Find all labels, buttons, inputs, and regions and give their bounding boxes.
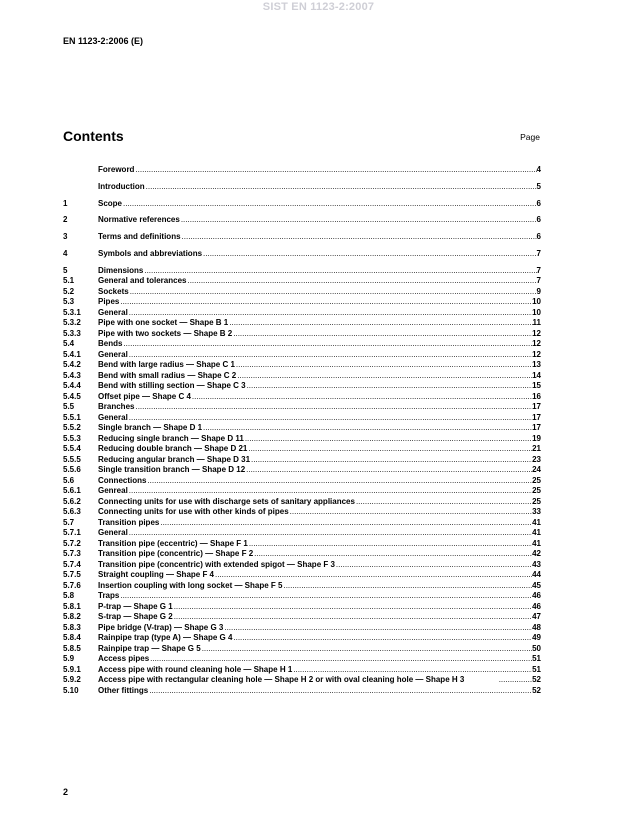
toc-entry[interactable] [63,686,541,697]
toc-entry-title: Connecting units for use with other kinds of pipes [98,507,289,517]
toc-entry-page: 24 [532,465,541,475]
toc-entry-title: Dimensions [98,265,144,275]
toc-entry-number: 5.4.4 [63,381,81,391]
toc-entry-title: Connections [98,475,147,485]
toc-entry-page: 51 [532,654,541,664]
toc-entry-title-wrap [98,350,532,361]
toc-entry-title: Pipes [98,297,120,307]
toc-entry-title: Other fittings [98,685,149,695]
toc-dot-leader [499,675,532,686]
toc-entry[interactable] [63,465,541,476]
toc-entry-page: 25 [532,475,541,485]
toc-entry-title-wrap [98,539,532,550]
toc-entry-title-wrap [98,528,532,539]
toc-dot-leader [233,633,532,644]
toc-entry-number: 5.7.1 [63,528,81,538]
toc-entry-title-wrap [98,560,532,571]
toc-dot-leader [215,570,532,581]
toc-entry[interactable] [63,497,541,508]
toc-entry-page: 9 [536,286,541,296]
toc-entry-page: 17 [532,402,541,412]
toc-dot-leader [174,602,532,613]
toc-entry[interactable] [63,266,541,277]
toc-dot-leader [181,215,537,226]
toc-entry-title-wrap [98,675,532,686]
toc-entry-page: 23 [532,454,541,464]
contents-heading: Contents [63,128,124,144]
toc-dot-leader [247,381,533,392]
toc-entry-title-wrap [98,486,532,497]
toc-entry-page: 14 [532,370,541,380]
toc-entry-number: 5.2 [63,286,75,296]
toc-dot-leader [336,560,532,571]
toc-entry[interactable] [63,581,541,592]
toc-entry-number: 4 [63,248,68,258]
toc-entry-page: 5 [536,181,541,191]
toc-entry-number: 5.6.2 [63,496,81,506]
toc-entry-page: 44 [532,570,541,580]
toc-entry-page: 41 [532,538,541,548]
toc-entry[interactable] [63,165,541,176]
toc-entry[interactable] [63,232,541,243]
toc-entry[interactable] [63,182,541,193]
toc-entry[interactable] [63,215,541,226]
toc-entry-title: Access pipe with rectangular cleaning hole — Shape H 2 or with oval cleaning hole — Shape H 3 [98,675,465,685]
toc-entry-title-wrap [98,249,537,260]
toc-entry[interactable] [63,486,541,497]
toc-entry-number: 5.8.5 [63,643,81,653]
toc-dot-leader [129,308,532,319]
toc-dot-leader [237,371,532,382]
toc-entry-title: Rainpipe trap — Shape G 5 [98,643,201,653]
toc-entry[interactable] [63,654,541,665]
toc-entry[interactable] [63,623,541,634]
toc-entry-title-wrap [98,329,532,340]
toc-entry-title-wrap [98,318,533,329]
toc-dot-leader [202,644,532,655]
toc-entry-title: Scope [98,198,123,208]
toc-entry-page: 52 [532,675,541,685]
toc-entry-title-wrap [98,392,532,403]
toc-entry-number: 5.7.6 [63,580,81,590]
toc-entry[interactable] [63,644,541,655]
toc-entry-number: 5.5.6 [63,465,81,475]
toc-entry-number: 2 [63,215,68,225]
toc-entry-title: Foreword [98,165,135,174]
toc-entry-number: 5.5.1 [63,412,81,422]
toc-entry-title: Reducing angular branch — Shape D 31 [98,454,251,464]
toc-entry-title-wrap [98,308,532,319]
toc-entry-title: Symbols and abbreviations [98,248,203,258]
toc-entry[interactable] [63,392,541,403]
toc-entry-title: Branches [98,402,135,412]
toc-entry[interactable] [63,287,541,298]
toc-entry[interactable] [63,518,541,529]
toc-entry-title-wrap [98,455,532,466]
toc-entry[interactable] [63,528,541,539]
toc-entry-number: 5.4 [63,339,75,349]
page-column-label: Page [520,132,540,142]
toc-entry-number: 5.8.4 [63,633,81,643]
toc-entry-title: General and tolerances [98,276,187,286]
toc-entry[interactable] [63,318,541,329]
toc-entry-title-wrap [98,423,532,434]
toc-entry-title: Access pipes [98,654,150,664]
toc-entry[interactable] [63,371,541,382]
toc-entry-title: Transition pipe (concentric) — Shape F 2 [98,549,254,559]
toc-entry-page: 46 [532,591,541,601]
toc-entry-page: 52 [532,685,541,695]
toc-entry-title-wrap [98,215,537,226]
toc-entry[interactable] [63,381,541,392]
toc-dot-leader [224,623,532,634]
toc-dot-leader [229,318,532,329]
page-number: 2 [63,787,69,797]
toc-entry-number: 5.3.2 [63,318,81,328]
toc-entry[interactable] [63,413,541,424]
toc-entry-page: 46 [532,601,541,611]
toc-entry-title-wrap [98,381,532,392]
toc-entry[interactable] [63,591,541,602]
toc-entry-number: 5.4.1 [63,349,81,359]
toc-entry[interactable] [63,360,541,371]
toc-entry[interactable] [63,350,541,361]
toc-entry-title-wrap [98,602,532,613]
toc-entry-title-wrap [98,444,532,455]
toc-entry-number: 5.5.5 [63,454,81,464]
toc-entry-page: 7 [536,265,541,275]
toc-entry-page: 47 [532,612,541,622]
toc-entry-page: 51 [532,664,541,674]
toc-dot-leader [249,539,532,550]
toc-dot-leader [174,612,532,623]
toc-entry-page: 17 [532,412,541,422]
toc-entry[interactable] [63,612,541,623]
toc-entry-title: S-trap — Shape G 2 [98,612,173,622]
toc-dot-leader [123,199,537,210]
toc-dot-leader [283,581,532,592]
toc-entry-number: 5.7.2 [63,538,81,548]
toc-entry-title: Terms and definitions [98,232,181,242]
toc-entry-number: 5.6.3 [63,507,81,517]
toc-entry-title-wrap [98,507,532,518]
toc-entry-title: Transition pipe (eccentric) — Shape F 1 [98,538,248,548]
toc-entry[interactable] [63,276,541,287]
toc-entry-page: 7 [536,276,541,286]
toc-entry[interactable] [63,549,541,560]
toc-dot-leader [120,297,532,308]
toc-dot-leader [130,287,537,298]
toc-entry[interactable] [63,570,541,581]
toc-entry-page: 12 [532,328,541,338]
toc-entry-title-wrap [98,665,532,676]
toc-entry-page: 10 [532,307,541,317]
toc-entry-number: 5.7.3 [63,549,81,559]
toc-entry[interactable] [63,444,541,455]
toc-entry-title: Pipe with two sockets — Shape B 2 [98,328,233,338]
toc-entry-page: 16 [532,391,541,401]
toc-entry-number: 5.5.2 [63,423,81,433]
toc-entry-title: Offset pipe — Shape C 4 [98,391,191,401]
toc-entry[interactable] [63,423,541,434]
toc-entry-number: 3 [63,232,68,242]
toc-entry-title-wrap [98,402,532,413]
toc-dot-leader [123,339,532,350]
toc-dot-leader [254,549,532,560]
toc-entry[interactable] [63,633,541,644]
toc-entry-title-wrap [98,633,532,644]
toc-dot-leader [356,497,532,508]
toc-entry-title: Reducing single branch — Shape D 11 [98,433,244,443]
toc-dot-leader [290,507,532,518]
toc-entry-number: 5.4.5 [63,391,81,401]
toc-entry-title-wrap [98,623,532,634]
toc-dot-leader [129,413,532,424]
toc-entry-page: 6 [536,198,541,208]
toc-entry-number: 5.8.3 [63,622,81,632]
toc-entry-title: P-trap — Shape G 1 [98,601,173,611]
toc-dot-leader [144,266,536,277]
toc-entry-title-wrap [98,465,532,476]
toc-entry-title: Single transition branch — Shape D 12 [98,465,246,475]
toc-entry-title-wrap [98,476,532,487]
toc-entry-title-wrap [98,339,532,350]
toc-entry-title: Access pipe with round cleaning hole — Shape H 1 [98,664,293,674]
toc-entry-title: Reducing double branch — Shape D 21 [98,444,248,454]
toc-entry-title: Normative references [98,215,180,225]
toc-entry-page: 4 [536,165,541,174]
toc-entry-number: 5.3.1 [63,307,81,317]
toc-dot-leader [182,232,537,243]
toc-entry-title-wrap [98,276,537,287]
toc-dot-leader [135,165,536,176]
toc-entry[interactable] [63,507,541,518]
toc-entry-title: General [98,307,128,317]
toc-entry-title-wrap [98,371,532,382]
toc-entry-title-wrap [98,232,537,243]
toc-entry-number: 5.8 [63,591,75,601]
toc-entry-title-wrap [98,165,537,176]
toc-entry-title-wrap [98,591,532,602]
toc-entry-title: Transition pipes [98,517,160,527]
toc-entry[interactable] [63,560,541,571]
toc-entry[interactable] [63,434,541,445]
table-of-contents [63,165,541,696]
toc-dot-leader [236,360,532,371]
toc-entry-title: Bend with large radius — Shape C 1 [98,360,235,370]
toc-entry-number: 5.5.3 [63,433,81,443]
toc-entry-number: 5.7.4 [63,559,81,569]
toc-entry-title: Transition pipe (concentric) with extended spigot — Shape F 3 [98,559,335,569]
toc-entry[interactable] [63,339,541,350]
toc-dot-leader [147,476,532,487]
toc-dot-leader [135,402,532,413]
toc-entry-number: 5.6.1 [63,486,81,496]
toc-entry-page: 7 [536,248,541,258]
toc-entry-page: 12 [532,339,541,349]
toc-dot-leader [129,528,532,539]
toc-entry-number: 5.1 [63,276,75,286]
toc-entry-number: 5.5.4 [63,444,81,454]
toc-entry-title: Genreal [98,486,128,496]
toc-entry-page: 6 [536,232,541,242]
toc-entry-number: 5.10 [63,685,79,695]
toc-entry-page: 21 [532,444,541,454]
toc-entry-number: 5.4.2 [63,360,81,370]
toc-dot-leader [120,591,532,602]
toc-entry-number: 5.5 [63,402,75,412]
toc-entry-page: 41 [532,528,541,538]
toc-entry-title: Connecting units for use with discharge sets of sanitary appliances [98,496,355,506]
toc-entry[interactable] [63,249,541,260]
toc-entry-number: 5.8.2 [63,612,81,622]
toc-entry-number: 5.3.3 [63,328,81,338]
toc-entry-page: 11 [532,318,541,328]
toc-entry[interactable] [63,602,541,613]
toc-entry-title-wrap [98,182,537,193]
toc-entry[interactable] [63,402,541,413]
toc-entry-title-wrap [98,360,532,371]
toc-dot-leader [149,686,532,697]
toc-entry-title: Insertion coupling with long socket — Shape F 5 [98,580,283,590]
toc-entry-page: 13 [532,360,541,370]
toc-dot-leader [129,486,532,497]
toc-entry-title: General [98,349,128,359]
toc-entry-page: 10 [532,297,541,307]
toc-entry-title-wrap [98,199,537,210]
toc-entry-page: 33 [532,507,541,517]
toc-entry-title-wrap [98,413,532,424]
toc-entry-title-wrap [98,266,537,277]
toc-entry[interactable] [63,476,541,487]
toc-entry-number: 5.6 [63,475,75,485]
toc-entry-title: Pipe bridge (V-trap) — Shape G 3 [98,622,224,632]
toc-entry[interactable] [63,329,541,340]
toc-entry-title-wrap [98,549,532,560]
toc-dot-leader [251,455,532,466]
toc-entry-title-wrap [98,434,532,445]
toc-entry-number: 5.3 [63,297,75,307]
toc-entry-number: 5.8.1 [63,601,81,611]
toc-entry-title: Bend with stilling section — Shape C 3 [98,381,246,391]
toc-dot-leader [233,329,532,340]
toc-entry-number: 5.4.3 [63,370,81,380]
toc-entry-number: 5.9 [63,654,75,664]
toc-entry-title-wrap [98,287,537,298]
toc-entry-page: 15 [532,381,541,391]
toc-entry-title: Sockets [98,286,129,296]
toc-entry-page: 6 [536,215,541,225]
toc-dot-leader [203,423,532,434]
toc-entry-title: Introduction [98,181,145,191]
toc-dot-leader [293,665,532,676]
toc-entry-title-wrap [98,654,532,665]
toc-dot-leader [150,654,532,665]
toc-entry-page: 48 [532,622,541,632]
toc-dot-leader [129,350,532,361]
toc-entry-title: Rainpipe trap (type A) — Shape G 4 [98,633,233,643]
toc-entry-page: 43 [532,559,541,569]
watermark-text: SIST EN 1123-2:2007 [262,1,375,13]
toc-dot-leader [203,249,537,260]
toc-entry-page: 19 [532,433,541,443]
toc-entry-title-wrap [98,644,532,655]
toc-entry-number: 5.9.2 [63,675,81,685]
toc-dot-leader [248,444,532,455]
toc-entry[interactable] [63,297,541,308]
toc-entry-title: Straight coupling — Shape F 4 [98,570,215,580]
toc-entry-page: 42 [532,549,541,559]
toc-entry-page: 50 [532,643,541,653]
toc-entry[interactable] [63,675,541,686]
toc-entry-number: 5.7.5 [63,570,81,580]
toc-entry[interactable] [63,539,541,550]
toc-entry-number: 5 [63,265,68,275]
toc-dot-leader [246,465,532,476]
toc-entry[interactable] [63,665,541,676]
toc-entry-number: 1 [63,198,68,208]
toc-entry-title: Traps [98,591,120,601]
toc-entry-title-wrap [98,570,532,581]
toc-entry[interactable] [63,308,541,319]
toc-dot-leader [192,392,532,403]
toc-entry-page: 45 [532,580,541,590]
toc-entry-title: Single branch — Shape D 1 [98,423,203,433]
toc-dot-leader [146,182,537,193]
toc-entry[interactable] [63,455,541,466]
toc-dot-leader [160,518,532,529]
toc-entry-title: Bends [98,339,123,349]
toc-entry-title-wrap [98,581,532,592]
toc-entry-number: 5.9.1 [63,664,81,674]
toc-entry-title-wrap [98,297,532,308]
toc-entry-page: 12 [532,349,541,359]
toc-dot-leader [187,276,536,287]
document-id: EN 1123-2:2006 (E) [63,36,144,46]
toc-entry-title-wrap [98,612,532,623]
toc-entry-page: 41 [532,517,541,527]
toc-entry-title: Pipe with one socket — Shape B 1 [98,318,229,328]
toc-entry-title: Bend with small radius — Shape C 2 [98,370,237,380]
toc-dot-leader [245,434,532,445]
toc-entry-page: 49 [532,633,541,643]
toc-entry-page: 17 [532,423,541,433]
toc-entry-title: General [98,528,128,538]
toc-entry[interactable] [63,199,541,210]
toc-entry-page: 25 [532,496,541,506]
toc-entry-page: 25 [532,486,541,496]
toc-entry-title: General [98,412,128,422]
toc-entry-title-wrap [98,497,532,508]
toc-entry-number: 5.7 [63,517,75,527]
toc-entry-title-wrap [98,518,532,529]
toc-entry-title-wrap [98,686,532,697]
